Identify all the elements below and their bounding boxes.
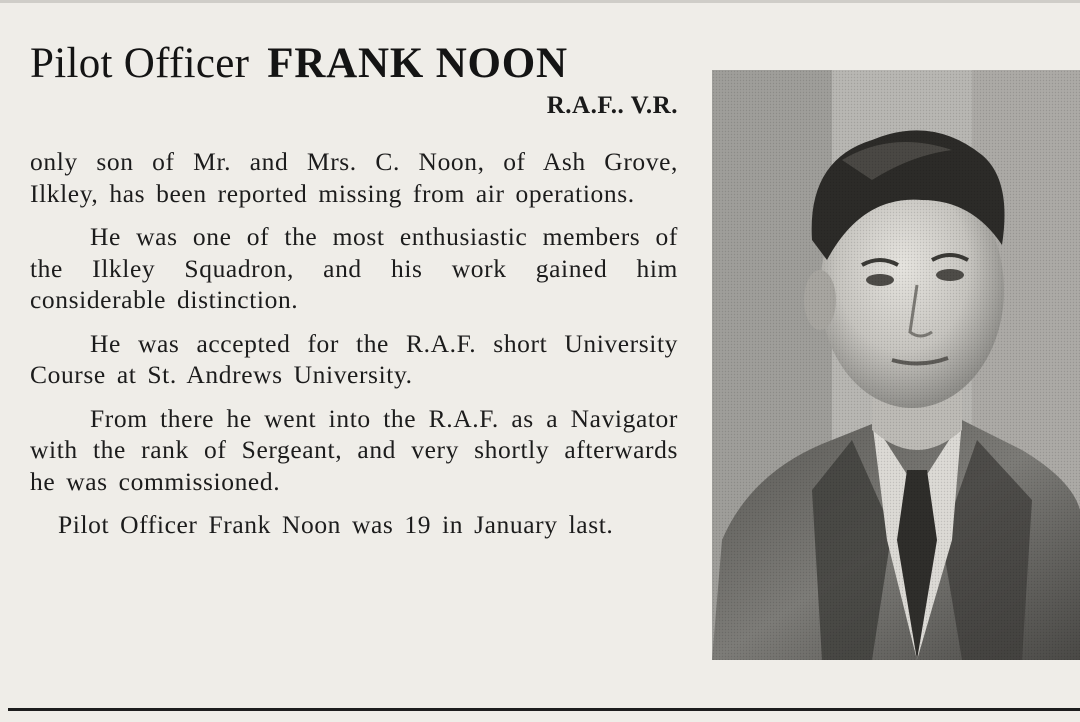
paragraph-5: Pilot Officer Frank Noon was 19 in January last. — [58, 510, 614, 539]
heading-name: FRANK NOON — [267, 40, 568, 87]
portrait-photo-icon — [712, 70, 1080, 660]
paragraph-2: He was one of the most enthusiastic members of the Ilkley Squadron, and his work gained him considerable distinction. — [30, 222, 678, 314]
portrait-illustration — [712, 70, 1080, 660]
article-heading — [30, 36, 670, 92]
heading-rank: Pilot Officer — [30, 40, 250, 87]
heading-suffix: R.A.F.. V.R. — [546, 92, 678, 119]
top-divider — [0, 0, 1080, 3]
paragraph-4: From there he went into the R.A.F. as a Navigator with the rank of Sergeant, and very shortly afterwards he was commissioned. — [30, 403, 678, 496]
bottom-divider — [8, 708, 1080, 711]
paragraph-3: He was accepted for the R.A.F. short University Course at St. Andrews University. — [30, 328, 678, 389]
paragraph-1: only son of Mr. and Mrs. C. Noon, of Ash Grove, Ilkley, has been reported missing from air operations. — [30, 147, 678, 208]
article-body — [30, 146, 678, 553]
